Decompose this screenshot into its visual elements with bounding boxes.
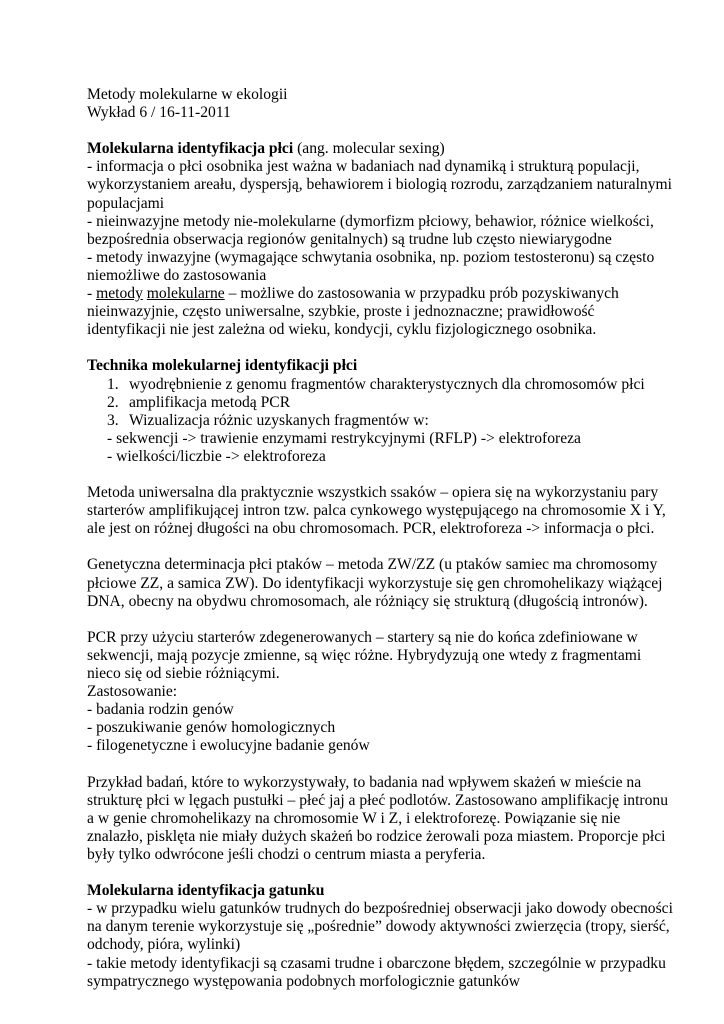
text-line: a w genie chromohelikazy na chromosomie W i Z, i elektroforezę. Powiązanie się nie <box>87 809 621 827</box>
document-body <box>87 86 687 991</box>
text-line: - w przypadku wielu gatunków trudnych do bezpośredniej obserwacji jako dowody obecności <box>87 900 673 918</box>
text-line: - metody inwazyjne (wymagające schwytania osobnika, np. poziom testosteronu) są często <box>87 248 655 266</box>
item-number: 3. <box>107 411 119 429</box>
item-number: 2. <box>107 393 119 411</box>
document-title: Metody molekularne w ekologii <box>87 86 288 103</box>
text-line: były tylko odwrócone jeśli chodzi o centrum miasta a peryferia. <box>87 845 486 863</box>
text-line: - badania rodzin genów <box>87 701 234 719</box>
numbered-item <box>87 376 687 394</box>
text-line: bezpośrednia obserwacja regionów genitalnych) są trudne lub często niewiarygodne <box>87 230 612 248</box>
sub-item: - sekwencji -> trawienie enzymami restrykcyjnymi (RFLP) -> elektroforeza <box>107 429 581 447</box>
text-line: ale jest on różnej długości na obu chromosomach. PCR, elektroforeza -> informacja o płci. <box>87 520 655 538</box>
text-line: identyfikacji nie jest zależna od wieku, kondycji, cyklu fizjologicznego osobnika. <box>87 321 597 339</box>
item-text: Wizualizacja różnic uzyskanych fragmentów w: <box>129 411 429 429</box>
text-line <box>87 285 687 303</box>
text-line: na danym terenie wykorzystuje się „pośrednie” dowody aktywności zwierzęcia (tropy, sierść, <box>87 918 670 936</box>
text-line: niemożliwe do zastosowania <box>87 266 267 284</box>
spacer <box>87 755 687 773</box>
underlined-word: molekularne <box>146 285 225 303</box>
spacer <box>87 339 687 357</box>
line-rest: – możliwe do zastosowania w przypadku prób pozyskiwanych <box>224 285 619 303</box>
text-line: Genetyczna determinacja płci ptaków – metoda ZW/ZZ (u ptaków samiec ma chromosomy <box>87 556 658 574</box>
section-heading-sexing <box>87 140 687 158</box>
text-line: - informacja o płci osobnika jest ważna w badaniach nad dynamiką i strukturą populacji, <box>87 158 640 176</box>
text-line: nieco się od siebie różniącymi. <box>87 665 280 682</box>
text-line: - takie metody identyfikacji są czasami trudne i obarczone błędem, szczególnie w przypadku <box>87 954 666 972</box>
spacer <box>87 466 687 484</box>
text-line: PCR przy użyciu starterów zdegenerowanych – startery są nie do końca zdefiniowane w <box>87 628 638 646</box>
section-heading-species <box>87 882 687 900</box>
text-line: płciowe ZZ, a samica ZW). Do identyfikacji wykorzystuje się gen chromohelikazy wiążącej <box>87 574 663 592</box>
lecture-info: Wykład 6 / 16-11-2011 <box>87 104 231 122</box>
numbered-item <box>87 394 687 412</box>
spacer <box>87 611 687 629</box>
heading-bold: Molekularna identyfikacja gatunku <box>87 882 325 900</box>
item-text: wyodrębnienie z genomu fragmentów charakterystycznych dla chromosomów płci <box>129 375 645 393</box>
text-line: Zastosowanie: <box>87 683 178 701</box>
text-line: sympatrycznego występowania podobnych morfologicznie gatunków <box>87 972 521 990</box>
text-line: - filogenetyczne i ewolucyjne badanie genów <box>87 737 370 755</box>
text-line: znalazło, pisklęta nie miały dużych skażeń bo rodzice żerowali poza miastem. Proporcje płci <box>87 827 666 845</box>
text-line: Metoda uniwersalna dla praktycznie wszystkich ssaków – opiera się na wykorzystaniu pary <box>87 484 659 502</box>
spacer <box>87 538 687 556</box>
text-line: wykorzystaniem areału, dyspersją, behawiorem i biologią rozrodu, zarządzaniem naturalnymi <box>87 176 672 194</box>
spacer <box>87 864 687 882</box>
heading-note: (ang. molecular sexing) <box>293 140 445 158</box>
numbered-item <box>87 412 687 430</box>
text-line: DNA, obecny na obydwu chromosomach, ale różniący się strukturą (długością intronów). <box>87 592 648 610</box>
section-heading-technique <box>87 357 687 375</box>
text-line: - nieinwazyjne metody nie-molekularne (dymorfizm płciowy, behawior, różnice wielkości, <box>87 212 654 230</box>
underlined-word: metody <box>96 285 143 303</box>
sub-item: - wielkości/liczbie -> elektroforeza <box>107 447 326 465</box>
heading-bold: Molekularna identyfikacja płci <box>87 140 294 158</box>
text-line: strukturę płci w lęgach pustułki – płeć jaj a płeć podlotów. Zastosowano amplifikację intronu <box>87 791 669 809</box>
text-line: - poszukiwanie genów homologicznych <box>87 719 336 737</box>
text-line: populacjami <box>87 194 165 212</box>
spacer <box>87 122 687 140</box>
dash: - <box>87 285 97 303</box>
item-text: amplifikacja metodą PCR <box>129 393 291 411</box>
text-line: sekwencji, mają pozycje zmienne, są więc różne. Hybrydyzują one wtedy z fragmentami <box>87 646 642 664</box>
text-line: starterów amplifikującej intron tzw. palca cynkowego występującego na chromosomie X i Y, <box>87 502 666 520</box>
heading-bold: Technika molekularnej identyfikacji płci <box>87 357 358 375</box>
text-line: nieinwazyjnie, często uniwersalne, szybkie, proste i jednoznaczne; prawidłowość <box>87 303 595 321</box>
item-number: 1. <box>107 375 119 393</box>
text-line: Przykład badań, które to wykorzystywały, to badania nad wpływem skażeń w mieście na <box>87 773 642 791</box>
text-line: odchody, pióra, wylinki) <box>87 936 241 954</box>
